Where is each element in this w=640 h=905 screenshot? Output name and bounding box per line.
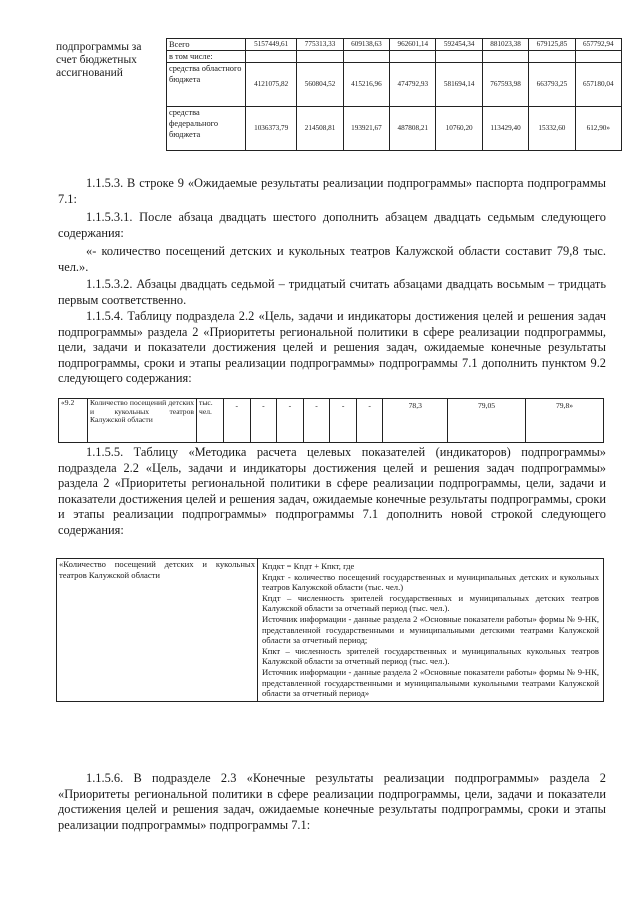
cell-value: - [277,399,304,443]
cell-value: - [250,399,277,443]
paragraph-quote: «- количество посещений детских и кукольных театров Калужской области составит 79,8 тыс. чел.». [58,244,606,274]
cell-value: 79,05 [448,399,526,443]
cell-value [529,51,575,63]
formula-line: Источник информации - данные раздела 2 «Основные показатели работы» формы № 9-НК, представленной государственными и муниципальными кукольными театрами Калужской области за отчетный период» [262,666,599,699]
cell-value: 663793,25 [529,63,575,107]
cell-value: 560804,52 [297,63,343,107]
paragraph-1154: 1.1.5.4. Таблицу подраздела 2.2 «Цель, задачи и индикаторы достижения целей и решения задач подпрограммы» раздела 2 «Приоритеты региональной политики в сфере реализации подпрограммы, цели, задачи и показатели достижения целей и решения задач, ожидаемые конечные результаты подпрограммы, сроки и этапы реализации подпрограммы» подпрограммы 7.1 дополнить пунктом 9.2 следующего содержания: [58,309,606,385]
cell-value [436,51,482,63]
paragraph-1153: 1.1.5.3. В строке 9 «Ожидаемые результаты реализации подпрограммы» паспорта подпрограммы 7.1: [58,176,606,206]
paragraph-11532: 1.1.5.3.2. Абзацы двадцать седьмой – тридцатый считать абзацами двадцать восьмым – тридцать первым соответственно. [58,277,606,307]
formula-line: Кпдкт - количество посещений государственных и муниципальных детских и кукольных театров Калужской области (тыс. чел.) [262,571,599,593]
table-row [57,559,604,702]
table-row [59,399,604,443]
formula-line: Кпдт – численность зрителей государственных и муниципальных детских театров Калужской области за отчетный период (тыс. чел.). [262,592,599,614]
cell-value: 962601,14 [390,39,436,51]
cell-value: 113429,40 [482,107,528,151]
cell-value: 79,8» [526,399,604,443]
cell-value: - [330,399,357,443]
cell-value [297,51,343,63]
cell-value: - [224,399,251,443]
cell-value: 581694,14 [436,63,482,107]
cell-value [390,51,436,63]
row-name: средства федерального бюджета [167,107,246,151]
cell-value: 767593,98 [482,63,528,107]
cell-value: 474792,93 [390,63,436,107]
cell-value: 193921,67 [343,107,389,151]
cell-value: 5157449,61 [246,39,297,51]
method-name: «Количество посещений детских и кукольных театров Калужской области [57,559,258,702]
cell-value: 415216,96 [343,63,389,107]
cell-value: 1036373,79 [246,107,297,151]
cell-value: 657180,04 [575,63,621,107]
cell-value: 679125,85 [529,39,575,51]
cell-value: - [356,399,383,443]
paragraph-1155: 1.1.5.5. Таблицу «Методика расчета целевых показателей (индикаторов) подпрограммы» подраздела 2.2 «Цель, задачи и индикаторы достижения целей и решения задач подпрограммы» раздела 2 «Приоритеты региональной политики в сфере реализации подпрограммы, цели, задачи и показатели достижения целей и решения задач, ожидаемые конечные результаты подпрограммы, сроки и этапы реализации подпрограммы» подпрограммы 7.1 дополнить новой строкой следующего содержания: [58,445,606,537]
cell-value: 592454,34 [436,39,482,51]
cell-value: 487808,21 [390,107,436,151]
table-row [56,39,622,51]
cell-value: 609138,63 [343,39,389,51]
cell-value: - [303,399,330,443]
indicator-unit: тыс. чел. [197,399,224,443]
indicator-name: Количество посещений детских и кукольных театров Калужской области [88,399,197,443]
cell-value: 4121075,82 [246,63,297,107]
cell-value: 10760,20 [436,107,482,151]
row-name: в том числе: [167,51,246,63]
cell-value [575,51,621,63]
budget-label: подпрограммы за счет бюджетных ассигнований [56,39,167,151]
formula-line: Кпкт – численность зрителей государственных и муниципальных кукольных театров Калужской области за отчетный период (тыс. чел.). [262,645,599,667]
row-name: средства областного бюджета [167,63,246,107]
method-formula [258,559,604,702]
cell-value: 612,90» [575,107,621,151]
cell-value: 775313,33 [297,39,343,51]
method-table [56,558,604,702]
indicator-number: «9.2 [59,399,88,443]
row-name: Всего [167,39,246,51]
cell-value [246,51,297,63]
budget-table [56,38,622,151]
cell-value: 214508,81 [297,107,343,151]
cell-value: 78,3 [383,399,448,443]
formula-line: Источник информации - данные раздела 2 «Основные показатели работы» формы № 9-НК, представленной государственными и муниципальными детскими театрами Калужской области за отчетный период; [262,613,599,646]
cell-value: 657792,94 [575,39,621,51]
cell-value [343,51,389,63]
cell-value: 15332,60 [529,107,575,151]
cell-value [482,51,528,63]
indicator-table [58,398,604,443]
formula-line: Кпдкт = Кпдт + Кпкт, где [262,561,355,571]
cell-value: 881023,38 [482,39,528,51]
paragraph-11531: 1.1.5.3.1. После абзаца двадцать шестого дополнить абзацем двадцать седьмым следующего содержания: [58,210,606,240]
paragraph-1156: 1.1.5.6. В подразделе 2.3 «Конечные результаты реализации подпрограммы» раздела 2 «Приоритеты региональной политики в сфере реализации подпрограммы, цели, задачи и показатели достижения целей и решения задач, ожидаемые конечные результаты подпрограммы, сроки и этапы реализации подпрограммы» подпрограммы 7.1: [58,771,606,832]
